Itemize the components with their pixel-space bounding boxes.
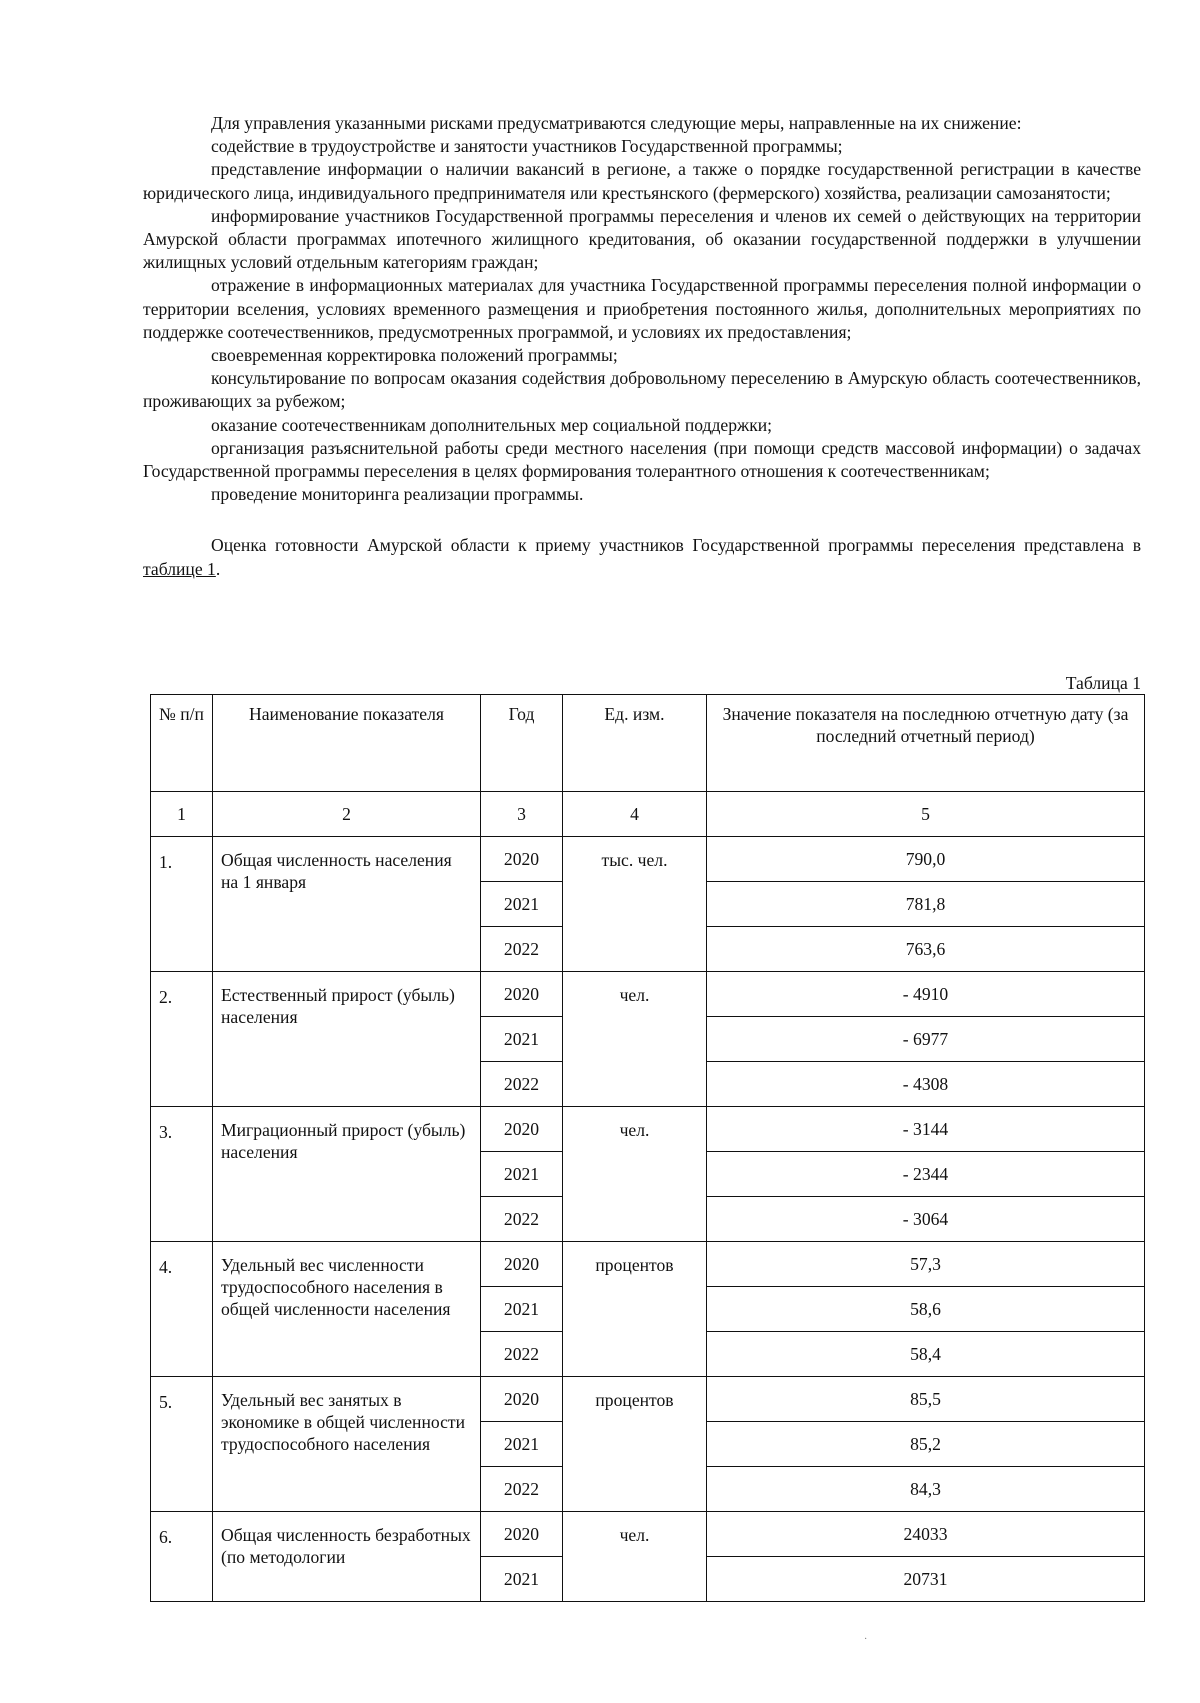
header-year: Год: [481, 695, 563, 792]
row-number: 5.: [151, 1377, 213, 1512]
year-cell: 2020: [481, 1242, 563, 1287]
unit-cell: тыс. чел.: [563, 837, 707, 972]
year-cell: 2021: [481, 1017, 563, 1062]
indicator-name: Естественный прирост (убыль) населения: [213, 972, 481, 1107]
indicators-table: [150, 694, 1145, 1602]
table-row: [151, 1512, 1145, 1557]
indicator-name: Миграционный прирост (убыль) населения: [213, 1107, 481, 1242]
paragraph: содействие в трудоустройстве и занятости участников Государственной программы;: [211, 136, 843, 157]
assessment-text: Оценка готовности Амурской области к приему участников Государственной программы переселения представлена в: [211, 535, 1141, 556]
value-cell: 57,3: [707, 1242, 1145, 1287]
value-cell: 781,8: [707, 882, 1145, 927]
indicator-name: Удельный вес численности трудоспособного населения в общей численности населения: [213, 1242, 481, 1377]
value-cell: 85,5: [707, 1377, 1145, 1422]
table-body: [151, 792, 1145, 1602]
indicator-name: Общая численность безработных (по методологии: [213, 1512, 481, 1602]
header-name: Наименование показателя: [213, 695, 481, 792]
paragraph: своевременная корректировка положений программы;: [211, 345, 618, 366]
column-number: 3: [481, 792, 563, 837]
scan-speck: ·: [864, 1634, 868, 1645]
value-cell: 24033: [707, 1512, 1145, 1557]
year-cell: 2022: [481, 1467, 563, 1512]
value-cell: 85,2: [707, 1422, 1145, 1467]
table-row: [151, 837, 1145, 882]
unit-cell: процентов: [563, 1377, 707, 1512]
table-row: [151, 1107, 1145, 1152]
value-cell: - 4308: [707, 1062, 1145, 1107]
header-value: Значение показателя на последнюю отчетную дату (за последний отчетный период): [707, 695, 1145, 792]
year-cell: 2022: [481, 1197, 563, 1242]
value-cell: 58,6: [707, 1287, 1145, 1332]
value-cell: 763,6: [707, 927, 1145, 972]
year-cell: 2022: [481, 1062, 563, 1107]
year-cell: 2020: [481, 1377, 563, 1422]
table-reference-link[interactable]: таблице 1: [143, 558, 216, 579]
column-numbers-row: [151, 792, 1145, 837]
table-caption: Таблица 1: [1065, 673, 1141, 693]
year-cell: 2020: [481, 972, 563, 1017]
column-number: 1: [151, 792, 213, 837]
year-cell: 2021: [481, 1152, 563, 1197]
value-cell: 790,0: [707, 837, 1145, 882]
year-cell: 2021: [481, 1287, 563, 1332]
year-cell: 2020: [481, 837, 563, 882]
column-number: 5: [707, 792, 1145, 837]
value-cell: 84,3: [707, 1467, 1145, 1512]
table-row: [151, 1377, 1145, 1422]
row-number: 1.: [151, 837, 213, 972]
value-cell: - 4910: [707, 972, 1145, 1017]
paragraph: проведение мониторинга реализации программы.: [211, 484, 584, 505]
unit-cell: чел.: [563, 972, 707, 1107]
paragraph: представление информации о наличии вакансий в регионе, а также о порядке государственной регистрации в качестве юридического лица, индивидуального предпринимателя или крестьянского (фермерского) хозяйства, реализации самозанятости;: [143, 159, 1141, 203]
year-cell: 2021: [481, 882, 563, 927]
table-row: [151, 972, 1145, 1017]
paragraph: оказание соотечественникам дополнительных мер социальной поддержки;: [211, 414, 773, 435]
paragraph: консультирование по вопросам оказания содействия добровольному переселению в Амурскую область соотечественников, проживающих за рубежом;: [143, 368, 1141, 412]
row-number: 2.: [151, 972, 213, 1107]
indicator-name: Удельный вес занятых в экономике в общей численности трудоспособного населения: [213, 1377, 481, 1512]
value-cell: 20731: [707, 1557, 1145, 1602]
year-cell: 2020: [481, 1512, 563, 1557]
header-num: № п/п: [151, 695, 213, 792]
paragraph: Для управления указанными рисками предусматриваются следующие меры, направленные на их снижение:: [211, 113, 1022, 133]
table-header-row: [151, 695, 1145, 792]
unit-cell: процентов: [563, 1242, 707, 1377]
row-number: 4.: [151, 1242, 213, 1377]
value-cell: - 6977: [707, 1017, 1145, 1062]
value-cell: - 3064: [707, 1197, 1145, 1242]
year-cell: 2021: [481, 1557, 563, 1602]
year-cell: 2022: [481, 1332, 563, 1377]
header-unit: Ед. изм.: [563, 695, 707, 792]
value-cell: - 2344: [707, 1152, 1145, 1197]
column-number: 2: [213, 792, 481, 837]
table-row: [151, 1242, 1145, 1287]
year-cell: 2022: [481, 927, 563, 972]
assessment-paragraph: [143, 534, 1141, 580]
value-cell: - 3144: [707, 1107, 1145, 1152]
column-number: 4: [563, 792, 707, 837]
row-number: 6.: [151, 1512, 213, 1602]
unit-cell: чел.: [563, 1512, 707, 1602]
measures-text: [143, 112, 1141, 581]
unit-cell: чел.: [563, 1107, 707, 1242]
paragraph: отражение в информационных материалах для участника Государственной программы переселения полной информации о территории вселения, условиях временного размещения и приобретения постоянного жилья, дополнительных мероприятиях по поддержке соотечественников, предусмотренных программой, и условиях их предоставления;: [143, 275, 1141, 342]
indicator-name: Общая численность населения на 1 января: [213, 837, 481, 972]
year-cell: 2021: [481, 1422, 563, 1467]
year-cell: 2020: [481, 1107, 563, 1152]
value-cell: 58,4: [707, 1332, 1145, 1377]
paragraph: организация разъяснительной работы среди местного населения (при помощи средств массовой информации) о задачах Государственной программы переселения в целях формирования толерантного отношения к соотечественникам;: [143, 437, 1141, 482]
paragraph: информирование участников Государственной программы переселения и членов их семей о действующих на территории Амурской области программах ипотечного жилищного кредитования, об оказании государственной поддержки в улучшении жилищных условий отдельным категориям граждан;: [143, 205, 1141, 273]
assessment-end: .: [215, 558, 221, 579]
row-number: 3.: [151, 1107, 213, 1242]
